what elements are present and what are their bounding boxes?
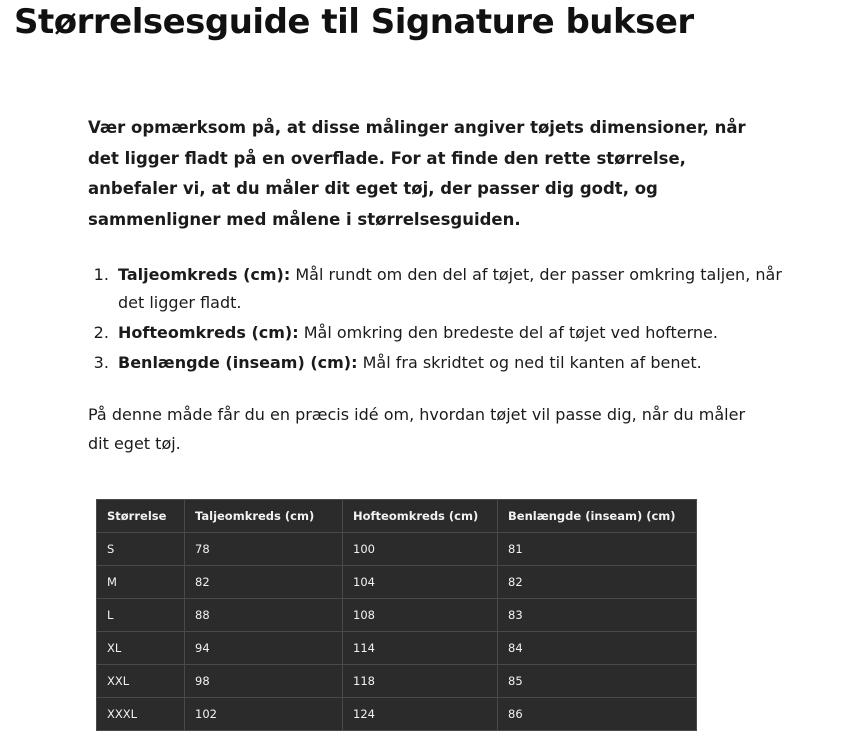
cell-waist: 94 bbox=[185, 632, 343, 665]
cell-inseam: 86 bbox=[498, 698, 697, 731]
cell-hip: 100 bbox=[343, 533, 498, 566]
cell-size: XXXL bbox=[97, 698, 185, 731]
column-header-inseam: Benlængde (inseam) (cm) bbox=[498, 500, 697, 533]
size-table-body bbox=[97, 533, 697, 731]
list-item bbox=[114, 319, 804, 347]
cell-waist: 82 bbox=[185, 566, 343, 599]
cell-hip: 124 bbox=[343, 698, 498, 731]
table-row bbox=[97, 698, 697, 731]
step-term: Benlængde (inseam) (cm): bbox=[118, 353, 358, 373]
cell-size: M bbox=[97, 566, 185, 599]
cell-hip: 104 bbox=[343, 566, 498, 599]
step-term: Hofteomkreds (cm): bbox=[118, 323, 299, 343]
lead-paragraph: Vær opmærksom på, at disse målinger angiver tøjets dimensioner, når det ligger fladt på en overflade. For at finde den rette størrelse, anbefaler vi, at du måler dit eget tøj, der passer dig godt, og sammenligner med målene i størrelsesguiden. bbox=[88, 118, 746, 229]
cell-inseam: 84 bbox=[498, 632, 697, 665]
measurement-steps-list bbox=[88, 261, 804, 377]
cell-hip: 118 bbox=[343, 665, 498, 698]
step-text: Mål fra skridtet og ned til kanten af benet. bbox=[357, 353, 702, 373]
step-term: Taljeomkreds (cm): bbox=[118, 265, 291, 285]
list-item bbox=[114, 349, 804, 377]
cell-waist: 98 bbox=[185, 665, 343, 698]
table-row bbox=[97, 632, 697, 665]
cell-waist: 78 bbox=[185, 533, 343, 566]
size-table bbox=[96, 499, 697, 731]
list-item bbox=[114, 261, 804, 317]
step-text: Mål omkring den bredeste del af tøjet ved hofterne. bbox=[298, 323, 718, 343]
outro-paragraph: På denne måde får du en præcis idé om, hvordan tøjet vil passe dig, når du måler dit eget tøj. bbox=[88, 405, 746, 454]
cell-inseam: 83 bbox=[498, 599, 697, 632]
document-content bbox=[0, 113, 857, 731]
cell-waist: 88 bbox=[185, 599, 343, 632]
size-table-wrapper bbox=[96, 499, 696, 731]
cell-inseam: 85 bbox=[498, 665, 697, 698]
table-row bbox=[97, 665, 697, 698]
table-row bbox=[97, 533, 697, 566]
column-header-size: Størrelse bbox=[97, 500, 185, 533]
table-row bbox=[97, 599, 697, 632]
cell-hip: 114 bbox=[343, 632, 498, 665]
cell-size: XL bbox=[97, 632, 185, 665]
cell-inseam: 81 bbox=[498, 533, 697, 566]
column-header-waist: Taljeomkreds (cm) bbox=[185, 500, 343, 533]
cell-size: XXL bbox=[97, 665, 185, 698]
cell-size: S bbox=[97, 533, 185, 566]
table-header-row bbox=[97, 500, 697, 533]
table-row bbox=[97, 566, 697, 599]
size-table-head bbox=[97, 500, 697, 533]
step-text: Mål rundt om den del af tøjet, der passer omkring taljen, når det ligger fladt. bbox=[118, 265, 782, 313]
page-title: Størrelsesguide til Signature bukser bbox=[14, 2, 694, 42]
column-header-hip: Hofteomkreds (cm) bbox=[343, 500, 498, 533]
cell-size: L bbox=[97, 599, 185, 632]
cell-hip: 108 bbox=[343, 599, 498, 632]
cell-inseam: 82 bbox=[498, 566, 697, 599]
cell-waist: 102 bbox=[185, 698, 343, 731]
